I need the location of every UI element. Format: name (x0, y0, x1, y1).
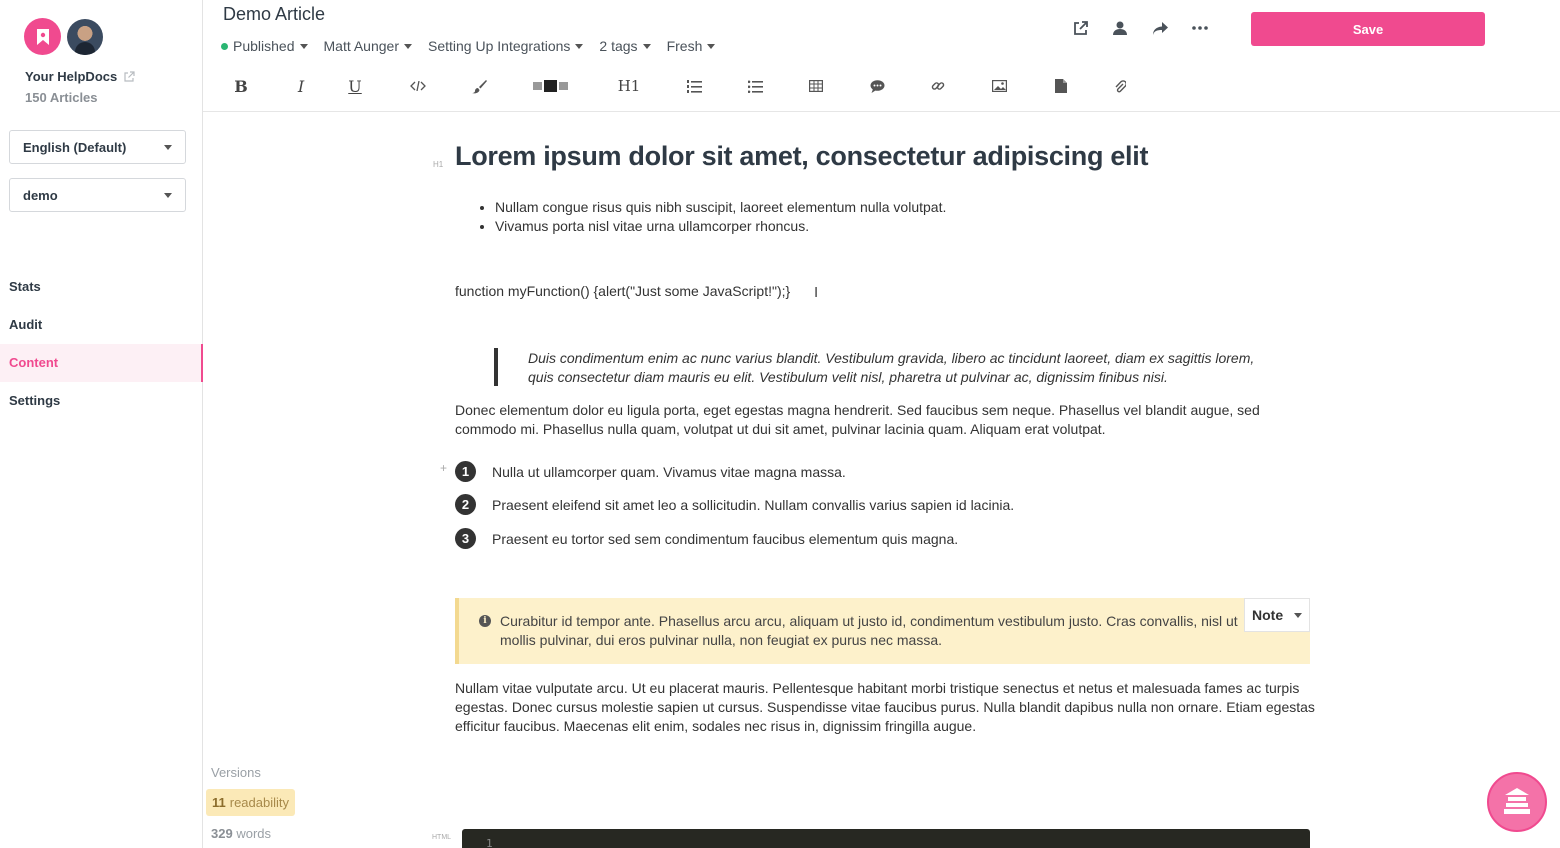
user-icon[interactable] (1111, 18, 1129, 38)
chevron-down-icon (707, 44, 715, 49)
chevron-down-icon (643, 44, 651, 49)
info-icon: i (479, 615, 491, 627)
author-dropdown[interactable] (324, 38, 413, 54)
chevron-down-icon (575, 44, 583, 49)
header-actions (1071, 18, 1209, 38)
chevron-down-icon (404, 44, 412, 49)
paragraph[interactable]: Nullam vitae vulputate arcu. Ut eu placerat mauris. Pellentesque habitant morbi tristique senectus et netus et malesuada fames ac turpis egestas. Donec cursus molestie sapien ut cursus. Suspendisse vitae faucibus purus. Nulla blandit dapibus nulla non ornare. Etiam egestas efficitur faucibus. Maecenas elit enim, sodales nec risus in, dignissim fringilla augue. (455, 680, 1315, 734)
sidebar-nav (0, 268, 203, 420)
readability-value: 11 (212, 795, 226, 810)
code-inline-icon[interactable] (408, 72, 428, 100)
file-icon[interactable] (1052, 72, 1070, 100)
chevron-down-icon (164, 193, 172, 198)
sidebar-item-settings[interactable]: Settings (9, 393, 61, 408)
image-icon[interactable] (990, 72, 1008, 100)
code-snippet[interactable]: function myFunction() {alert("Just some JavaScript!");} (455, 283, 791, 299)
list-item-text: Praesent eu tortor sed sem condimentum faucibus elementum quis magna. (492, 530, 959, 547)
site-name-label[interactable]: Your HelpDocs (25, 69, 118, 84)
avatar[interactable] (67, 19, 103, 55)
article-title[interactable]: Demo Article (223, 4, 326, 24)
more-icon[interactable] (1191, 18, 1209, 38)
status-label: Published (233, 38, 295, 54)
help-widget-icon[interactable] (1487, 772, 1547, 832)
sidebar-item-content[interactable]: Content (0, 344, 203, 382)
sidebar-item-stats[interactable]: Stats (9, 279, 41, 294)
italic-button[interactable]: I (297, 76, 305, 96)
callout-text: Curabitur id tempor ante. Phasellus arcu arcu, aliquam ut justo id, condimentum vestibulum justo. Cras convallis, nisl ut mollis pulvinar, dui eros pulvinar nulla, non feugiat ex purus nec massa. (500, 613, 1238, 648)
html-block-tag: HTML (432, 834, 452, 841)
helpdocs-logo-icon[interactable] (24, 18, 61, 55)
external-link-icon[interactable] (123, 71, 135, 83)
comment-icon[interactable] (868, 72, 886, 100)
word-count (211, 826, 271, 841)
paragraph[interactable]: Donec elementum dolor eu ligula porta, eget egestas magna hendrerit. Sed faucibus sem neque. Phasellus vel blandit augue, sed commodo mi. Phasellus nulla quam, volutpat ut dui sit amet, pulvinar lacinia quam. Aliquam erat volutpat. (455, 402, 1260, 437)
list-number: 2 (455, 494, 476, 515)
bullet-list (495, 198, 946, 236)
chevron-down-icon (300, 44, 308, 49)
callout-type-select[interactable] (1244, 598, 1310, 632)
article-heading[interactable]: Lorem ipsum dolor sit amet, consectetur adipiscing elit (455, 141, 1149, 171)
blockquote[interactable]: Duis condimentum enim ac nunc varius blandit. Vestibulum gravida, libero ac tincidunt laoreet, diam ex sagittis lorem, quis consectetur diam mauris eu elit. Vestibulum velit nisl, pharetra ut pulvinar ac, dignissim finibus nisi. (528, 350, 1255, 385)
share-icon[interactable] (1151, 18, 1169, 38)
bold-button[interactable]: B (234, 76, 248, 96)
external-link-icon[interactable] (1071, 18, 1089, 38)
bullet-list-icon[interactable] (746, 72, 764, 100)
site-name[interactable] (25, 69, 135, 84)
freshness-dropdown[interactable] (667, 38, 716, 54)
language-select-value: English (Default) (23, 139, 127, 155)
article-count: 150 Articles (25, 90, 98, 105)
sidebar (0, 0, 203, 848)
callout-note[interactable] (455, 598, 1310, 664)
ordered-list-item[interactable] (455, 528, 958, 549)
underline-button[interactable]: U (348, 76, 362, 96)
versions-link[interactable]: Versions (211, 765, 261, 780)
code-line-number: 1 (486, 837, 493, 848)
readability-badge (206, 789, 295, 816)
formatting-toolbar (227, 72, 1147, 100)
category-label: Setting Up Integrations (428, 38, 571, 54)
word-count-label: words (236, 826, 272, 841)
heading-button[interactable]: H1 (617, 77, 641, 95)
editor-header (203, 0, 1560, 112)
status-dropdown[interactable] (221, 38, 308, 54)
list-item-text: Nulla ut ullamcorper quam. Vivamus vitae magna massa. (492, 463, 846, 480)
ordered-list-icon[interactable] (685, 72, 703, 100)
author-label: Matt Aunger (323, 38, 399, 54)
link-icon[interactable] (929, 72, 947, 100)
readability-label: readability (229, 795, 290, 810)
html-code-block[interactable] (462, 829, 1310, 848)
project-select-value: demo (23, 187, 58, 203)
language-select[interactable] (9, 130, 186, 164)
attachment-icon[interactable] (1111, 72, 1129, 100)
ordered-list-item[interactable] (455, 494, 1014, 515)
save-button[interactable]: Save (1251, 12, 1485, 46)
chevron-down-icon (164, 145, 172, 150)
heading-block-tag: H1 (433, 160, 444, 169)
blockquote-bar (494, 348, 498, 386)
list-item-text: Praesent eleifend sit amet leo a sollicitudin. Nullam convallis varius sapien id lacinia. (492, 496, 1015, 513)
list-number: 3 (455, 528, 476, 549)
sidebar-item-audit[interactable]: Audit (9, 317, 43, 332)
word-count-value: 329 (211, 826, 233, 841)
brush-icon[interactable] (470, 72, 488, 100)
list-item[interactable]: • Vivamus porta nisl vitae urna ullamcorper rhoncus. (495, 217, 946, 236)
chevron-down-icon (1294, 613, 1302, 618)
article-meta (221, 38, 715, 54)
callout-type-value: Note (1252, 607, 1284, 623)
table-icon[interactable] (807, 72, 825, 100)
tags-dropdown[interactable] (599, 38, 650, 54)
list-item[interactable]: • Nullam congue risus quis nibh suscipit, laoreet elementum nulla volutpat. (495, 198, 946, 217)
layout-blocks-icon[interactable] (533, 72, 569, 100)
tags-label: 2 tags (599, 38, 638, 54)
category-dropdown[interactable] (428, 38, 583, 54)
list-number: 1 (455, 461, 476, 482)
ordered-list-item[interactable] (455, 461, 846, 482)
freshness-label: Fresh (666, 38, 703, 54)
text-cursor-icon: I (814, 284, 819, 301)
project-select[interactable] (9, 178, 186, 212)
published-status-dot (221, 43, 228, 50)
add-block-icon[interactable]: + (440, 461, 448, 475)
